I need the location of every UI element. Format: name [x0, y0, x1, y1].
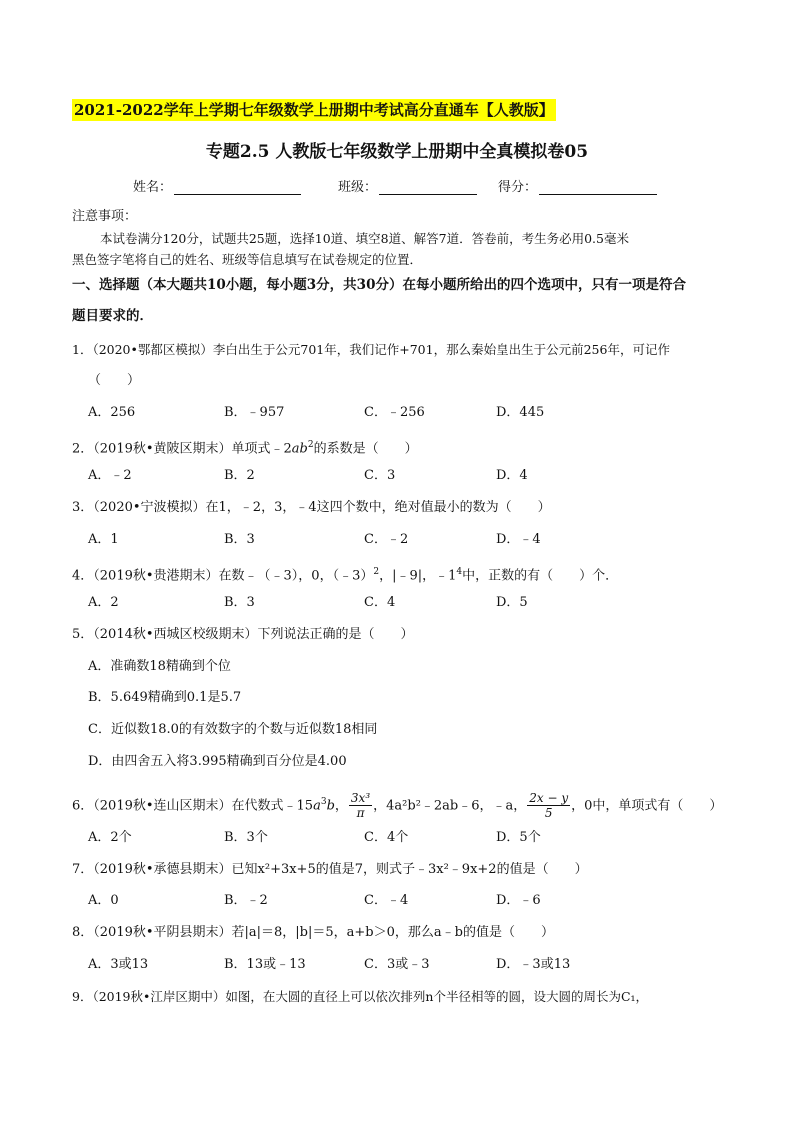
notes-heading: 注意事项：: [72, 209, 138, 224]
q2-option-c: C．3: [364, 468, 396, 483]
q6-option-d: D．5个: [496, 830, 541, 845]
question-9: 9．（2019秋•江岸区期中）如图，在大圆的直径上可以依次排列n个半径相等的圆，设大圆的周长为C₁，: [72, 989, 649, 1004]
q6-fraction-1: [349, 791, 372, 820]
q4-text-mid: ，|﹣9|，﹣1: [379, 568, 457, 584]
q3-option-d: D．﹣4: [496, 532, 541, 547]
q8-option-b: B．13或﹣13: [224, 957, 306, 972]
q6-text-mid: ，4a²b²﹣2ab﹣6，﹣a，: [373, 798, 527, 814]
q6-fraction-2: [527, 791, 570, 820]
q4-exponent-2: 4: [456, 567, 463, 577]
q5-option-c: C．近似数18.0的有效数字的个数与近似数18相同: [88, 722, 378, 737]
question-2: [72, 436, 418, 458]
class-label: 班级：: [338, 180, 378, 195]
q6-fraction-1-numerator: 3x³: [350, 791, 371, 806]
q4-text-post: 中，正数的有（ ）个．: [462, 568, 619, 584]
name-blank: [174, 180, 301, 195]
q3-option-b: B．3: [224, 532, 255, 547]
class-field: [338, 176, 477, 195]
q5-option-b: B．5.649精确到0.1是5.7: [88, 690, 242, 705]
name-field: [133, 176, 301, 195]
q4-text-pre: 4．（2019秋•贵港期末）在数﹣（﹣3），0，（﹣3）: [72, 568, 374, 584]
page-title: 专题2.5 人教版七年级数学上册期中全真模拟卷05: [205, 142, 589, 162]
q4-option-b: B．3: [224, 595, 255, 610]
q6-option-a: A．2个: [88, 830, 132, 845]
q6-fraction-1-denominator: π: [356, 806, 365, 821]
class-blank: [379, 180, 477, 195]
q1-option-a: A．256: [88, 405, 136, 420]
q2-exponent: 2: [307, 440, 314, 450]
section-heading-line-2: 题目要求的．: [72, 308, 153, 324]
question-4: [72, 563, 618, 585]
q6-fraction-2-numerator: 2x − y: [529, 791, 569, 806]
score-blank: [539, 180, 657, 195]
q6-option-b: B．3个: [224, 830, 268, 845]
q4-option-c: C．4: [364, 595, 396, 610]
question-6: 6．（2019秋•连山区期末）在代数式$﹣15a^3b$， $\frac{\text{3x³}}{\pi}$ ，4a²b²﹣2ab﹣6，﹣a， $\frac{2x - y}{5}$ ，0中，单项式有（ ）: [72, 791, 723, 821]
q2-text-pre: 2．（2019秋•黄陂区期末）单项式﹣2: [72, 441, 292, 457]
q5-option-d: D．由四舍五入将3.995精确到百分位是4.00: [88, 754, 347, 769]
q6-exponent: 3: [320, 797, 327, 807]
q2-text-post: 的系数是（ ）: [313, 441, 418, 457]
question-7: 7．（2019秋•承德县期末）已知x²+3x+5的值是7，则式子﹣3x²﹣9x+2的值是（ ）: [72, 862, 588, 877]
q2-option-b: B．2: [224, 468, 255, 483]
q5-option-a: A．准确数18精确到个位: [88, 659, 231, 674]
question-3: 3．（2020•宁波模拟）在1，﹣2，3，﹣4这四个数中，绝对值最小的数为（ ）: [72, 500, 551, 515]
name-label: 姓名：: [133, 180, 173, 195]
q6-text-pre: 6．（2019秋•连山区期末）在代数式﹣15: [72, 798, 314, 814]
q2-variable: ab: [291, 441, 308, 457]
question-5: 5．（2014秋•西城区校级期末）下列说法正确的是（ ）: [72, 627, 414, 642]
score-field: [498, 176, 657, 195]
q4-option-a: A．2: [88, 595, 119, 610]
question-1-blank: （ ）: [88, 373, 141, 388]
question-1: 1．（2020•鄂都区模拟）李白出生于公元701年，我们记作+701，那么秦始皇出生于公元前256年，可记作: [72, 342, 670, 357]
score-label: 得分：: [498, 180, 538, 195]
q3-option-a: A．1: [88, 532, 119, 547]
q7-option-b: B．﹣2: [224, 893, 268, 908]
q4-option-d: D．5: [496, 595, 528, 610]
q8-option-d: D．﹣3或13: [496, 957, 571, 972]
series-banner: 2021-2022学年上学期七年级数学上册期中考试高分直通车【人教版】: [74, 101, 554, 119]
q4-exponent-1: 2: [373, 567, 380, 577]
q2-option-d: D．4: [496, 468, 528, 483]
q8-option-c: C．3或﹣3: [364, 957, 430, 972]
q1-option-b: B．﹣957: [224, 405, 285, 420]
q7-option-c: C．﹣4: [364, 893, 409, 908]
q6-fraction-2-denominator: 5: [544, 806, 553, 821]
q1-option-c: C．﹣256: [364, 405, 425, 420]
q6-option-c: C．4个: [364, 830, 409, 845]
q6-var-a: a: [313, 798, 321, 814]
notes-line-1: 本试卷满分120分，试题共25题，选择10道、填空8道、解答7道．答卷前，考生务必用0.5毫米: [100, 231, 629, 246]
q1-option-d: D．445: [496, 405, 545, 420]
q6-var-b: b: [326, 798, 335, 814]
q7-option-d: D．﹣6: [496, 893, 541, 908]
q6-text-post: ，0中，单项式有（ ）: [571, 798, 723, 814]
notes-line-2: 黑色签字笔将自己的姓名、班级等信息填写在试卷规定的位置．: [72, 252, 423, 267]
section-heading-line-1: 一、选择题（本大题共10小题，每小题3分，共30分）在每小题所给出的四个选项中，只有一项是符合: [72, 277, 686, 293]
q7-option-a: A．0: [88, 893, 119, 908]
question-8: 8．（2019秋•平阴县期末）若|a|＝8，|b|＝5，a+b＞0，那么a﹣b的值是（ ）: [72, 925, 554, 940]
q3-option-c: C．﹣2: [364, 532, 409, 547]
q8-option-a: A．3或13: [88, 957, 149, 972]
q2-option-a: A．﹣2: [88, 468, 132, 483]
